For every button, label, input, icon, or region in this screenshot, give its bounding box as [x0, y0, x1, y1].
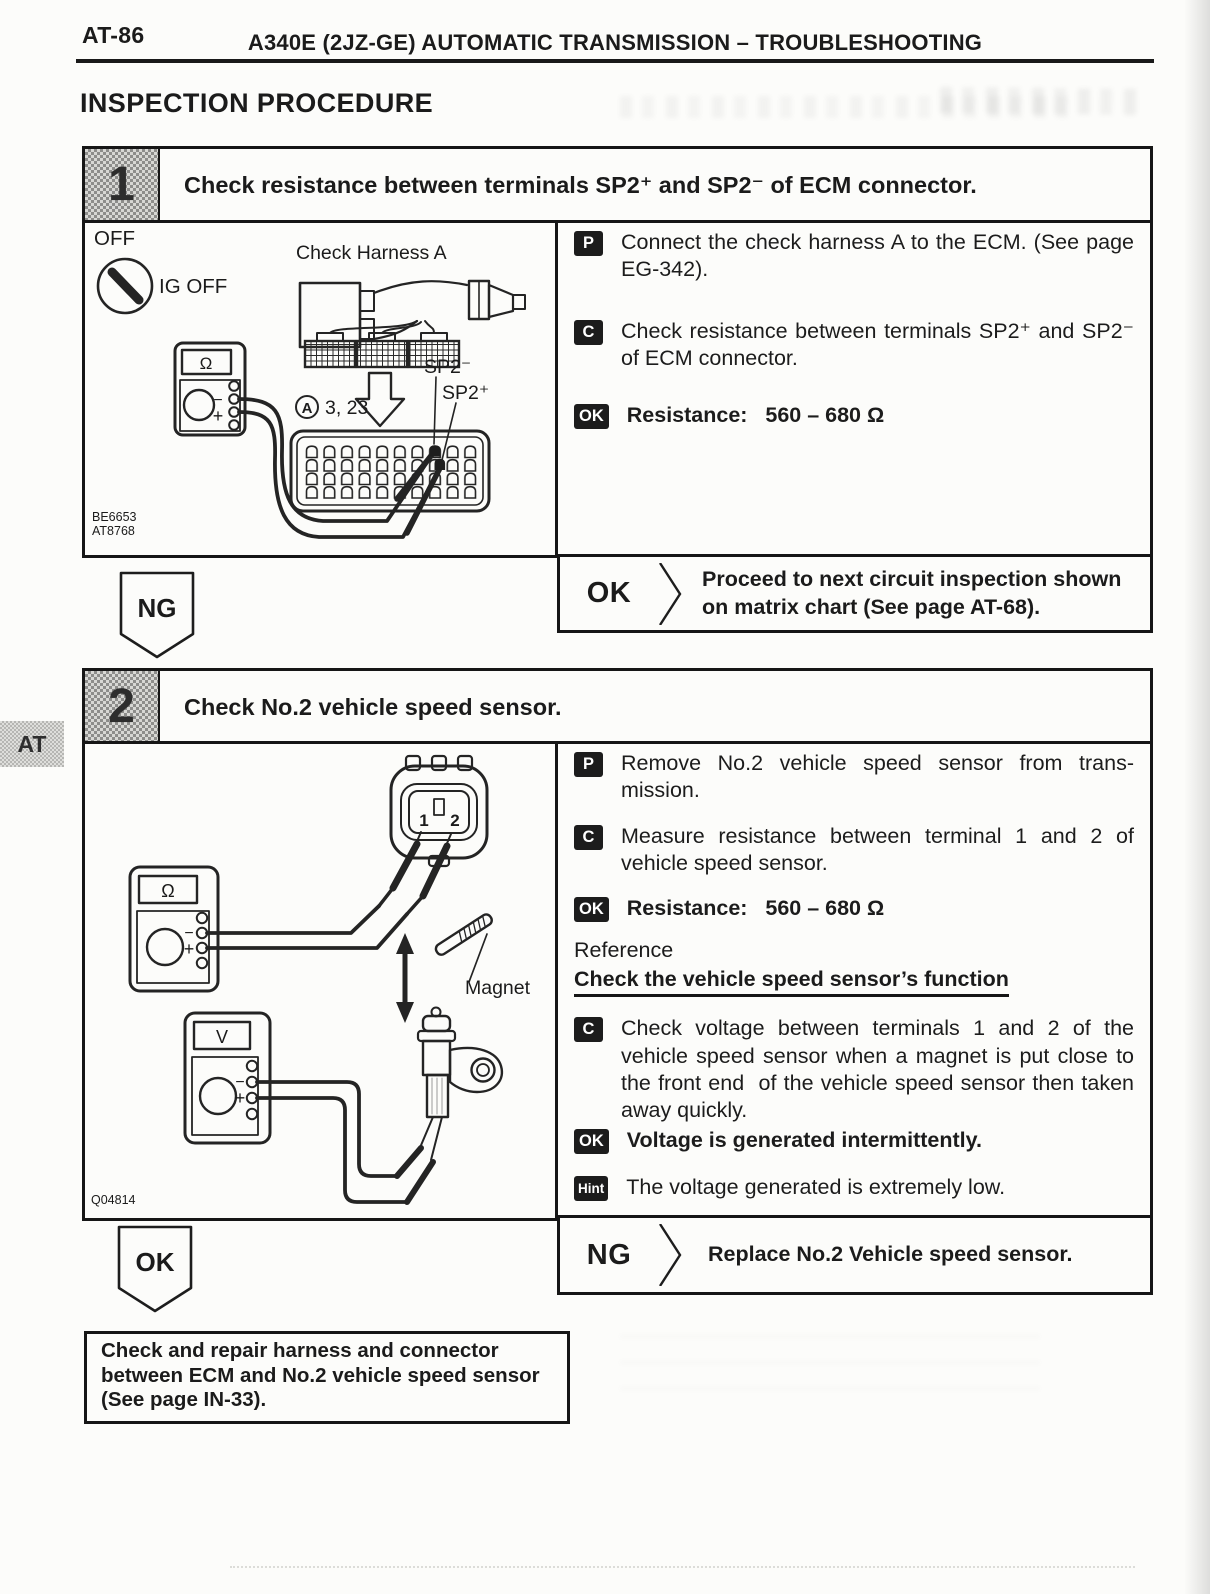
bleed-through-artifact: [940, 87, 1145, 115]
repair-note-line: (See page IN-33).: [101, 1388, 267, 1412]
speed-sensor-diagram: [85, 744, 553, 1215]
svg-text:3, 23: 3, 23: [325, 397, 369, 419]
header-rule: [76, 59, 1154, 63]
instruction-text: Connect the check harness A to the ECM. (See page EG-342).: [621, 230, 1134, 282]
minus-label: −: [184, 925, 194, 942]
figure-code: BE6653: [92, 510, 137, 524]
ohmmeter-lead-wires: [207, 906, 407, 948]
hint-text: The voltage generated is extremely low.: [626, 1174, 1006, 1199]
instruction-text: Check resistance between terminals SP2⁺ and SP2⁻ of ECM connector.: [621, 318, 1134, 370]
svg-text:NG: NG: [137, 593, 177, 623]
step-2-header: [82, 668, 1153, 744]
meter-mode-label: Ω: [161, 881, 175, 901]
connector-reference-label: [296, 396, 368, 419]
chevron-right-icon: [658, 563, 682, 625]
ohmmeter-icon: [175, 343, 245, 435]
specified-result: Voltage is generated intermittently.: [626, 1127, 982, 1152]
check-badge: C: [574, 825, 603, 850]
ignition-key-icon: [98, 259, 152, 313]
repair-note-line: Check and repair harness and connector: [101, 1339, 499, 1362]
chevron-right-icon: [658, 1224, 682, 1286]
ecm-connector-drawing: [291, 431, 489, 511]
reference-label: Reference: [574, 938, 674, 963]
ng-pointer: [118, 570, 196, 660]
key-position-label: OFF: [94, 227, 135, 250]
ecm-resistance-diagram: [85, 223, 553, 552]
ecm-harness-drawing: [300, 281, 525, 367]
section-heading: INSPECTION PROCEDURE: [80, 88, 434, 118]
step-1-instructions: [558, 223, 1150, 555]
magnet-label: Magnet: [465, 977, 531, 999]
plus-label: +: [212, 406, 224, 426]
voltmeter-lead-wires: [257, 1082, 433, 1202]
scan-edge-shadow: [1184, 0, 1210, 1594]
ok-badge: OK: [574, 897, 609, 922]
instruction-text: Remove No.2 vehicle speed sensor from trans-mission.: [621, 751, 1134, 803]
instruction-row: [572, 229, 1134, 284]
figure-code: AT8768: [92, 524, 135, 538]
prepare-badge: P: [574, 231, 603, 256]
ng-result-label: NG: [586, 1238, 632, 1271]
meter-mode-label: Ω: [199, 354, 213, 373]
repair-note-line: between ECM and No.2 vehicle speed sensor: [101, 1363, 540, 1387]
up-down-arrow-icon: [396, 933, 414, 1023]
prepare-badge: P: [574, 752, 603, 777]
instruction-row: [572, 318, 1134, 373]
bleed-through-artifact: [620, 1320, 1040, 1390]
specified-value: Resistance: 560 – 680 Ω: [626, 403, 885, 428]
instruction-row: [572, 823, 1134, 878]
instruction-row: [572, 1127, 1134, 1154]
reference-heading: Check the vehicle speed sensor’s function: [574, 967, 1009, 997]
instruction-text: Check voltage between terminals 1 and 2 of the vehicle speed sensor when a magnet is put close to the front end of the vehicle speed sensor then taken away quickly.: [621, 1016, 1134, 1123]
ok-result-text: Proceed to next circuit inspection shown on matrix chart (See page AT-68).: [702, 566, 1122, 619]
plus-label: +: [234, 1088, 246, 1108]
instruction-row: [572, 1174, 1134, 1201]
instruction-row: [572, 750, 1134, 805]
instruction-row: [572, 402, 1134, 429]
page-header-title: A340E (2JZ-GE) AUTOMATIC TRANSMISSION – TROUBLESHOOTING: [247, 30, 983, 55]
sp2-minus-label: SP2⁻: [424, 356, 472, 378]
sp2-plus-label: SP2⁺: [442, 382, 490, 404]
meter-mode-label: V: [215, 1027, 229, 1047]
repair-note-box: [84, 1331, 570, 1424]
plus-label: +: [183, 939, 195, 959]
instruction-text: Measure resistance between terminal 1 and 2 of vehicle speed sensor.: [621, 823, 1134, 875]
step-1-diagram: [85, 223, 558, 555]
minus-label: −: [235, 1074, 245, 1091]
specified-value: Resistance: 560 – 680 Ω: [626, 896, 885, 921]
step-title: Check No.2 vehicle speed sensor.: [184, 693, 562, 720]
step-2-diagram: [85, 744, 558, 1218]
sp2-minus-pin: [430, 445, 441, 456]
ok-result-callout: [557, 554, 1153, 633]
terminal-1-label: 1: [419, 811, 429, 830]
instruction-row: [572, 1015, 1134, 1124]
ok-badge: OK: [574, 1129, 609, 1154]
inspection-step-1: [82, 146, 1153, 623]
section-tab-at: AT: [0, 721, 64, 767]
scan-artifact-line: [230, 1566, 1135, 1568]
ok-pointer: [116, 1224, 194, 1314]
page-number: AT-86: [82, 22, 145, 48]
speed-sensor-drawing: [418, 1008, 502, 1161]
check-badge: C: [574, 320, 603, 345]
step-number-badge: 2: [85, 671, 160, 741]
check-badge: C: [574, 1017, 603, 1042]
probe-tips: [379, 832, 451, 914]
check-harness-label: Check Harness A: [296, 242, 447, 264]
terminal-2-label: 2: [450, 811, 460, 830]
step-title: Check resistance between terminals SP2⁺ and SP2⁻ of ECM connector.: [184, 172, 977, 199]
sp2-plus-pin: [435, 459, 446, 470]
step-2-body: [82, 744, 1153, 1221]
bleed-through-artifact: [620, 96, 1080, 118]
magnet-icon: [434, 913, 494, 957]
voltmeter-icon: [185, 1013, 270, 1143]
instruction-row: [572, 895, 1134, 922]
step-1-body: [82, 223, 1153, 558]
ig-off-label: IG OFF: [159, 275, 228, 298]
ohmmeter-icon: [130, 867, 218, 991]
sensor-connector-drawing: [391, 756, 487, 866]
ng-result-callout: [557, 1215, 1153, 1295]
svg-text:OK: OK: [135, 1247, 175, 1277]
ok-result-label: OK: [586, 577, 632, 609]
minus-label: −: [213, 392, 223, 409]
hint-badge: Hint: [574, 1176, 608, 1201]
ng-result-text: Replace No.2 Vehicle speed sensor.: [708, 1242, 1073, 1267]
step-number-badge: 1: [85, 149, 160, 220]
step-1-header: [82, 146, 1153, 223]
svg-text:A: A: [301, 400, 313, 417]
ok-badge: OK: [574, 404, 609, 429]
inspection-step-2: [82, 668, 1153, 1277]
step-2-instructions: [558, 744, 1150, 1218]
figure-code: Q04814: [91, 1193, 136, 1207]
